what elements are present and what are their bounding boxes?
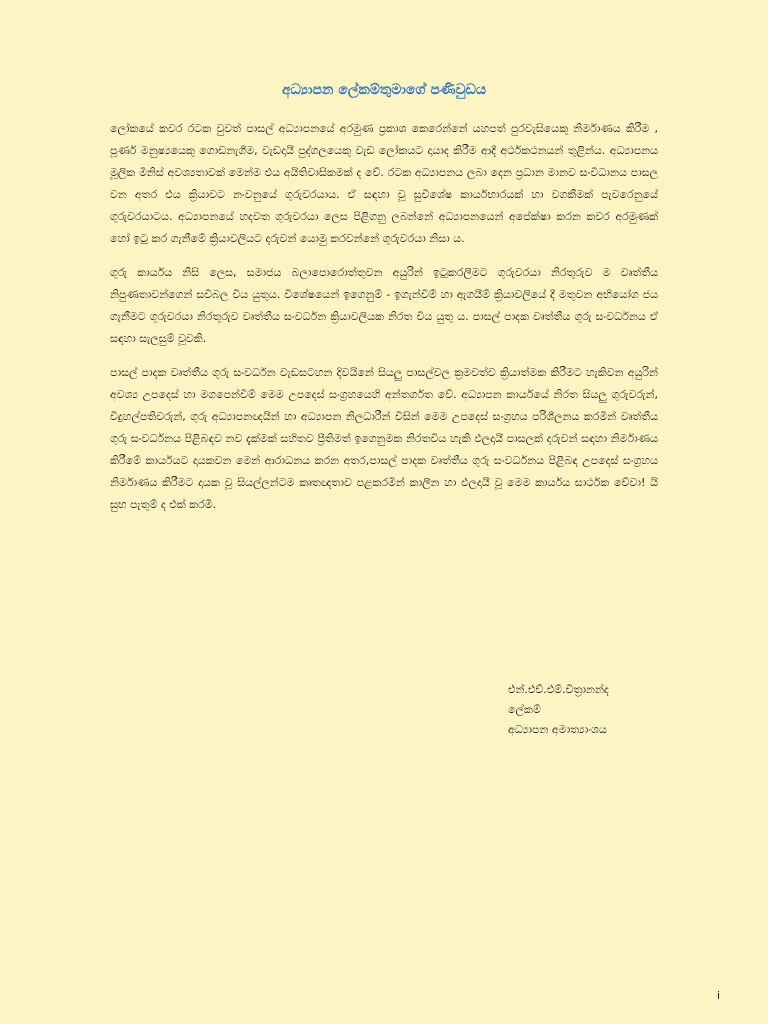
message-body — [110, 118, 658, 528]
paragraph-2: ගුරු කාර්යය නිසි ලෙස, සමාජය බලාපොරොත්තුවන අයුරින් ඉටුකරලීමට ගුරුවරයා නිරතුරුව ම වෘත්තීය නිපුණතාවන්ගෙන් සවිබල විය යුතුය. විශේෂයෙන් ඉගෙනුම් - ඉගැන්වීම් හා ඇගයීම් ක්‍රියාවලියේ දී මතුවන අභියෝග ජය ගැනීමට ගුරුවරයා නිරතුරුව වෘත්තීය සංවර්ධන ක්‍රියාවලියක නිරත විය යුතු ය. පාසල් පාදක වෘත්තීය ගුරු සංවර්ධනය ඒ සඳහා සැලසුම් වූවකි. — [110, 266, 658, 345]
signatory-position: ලේකම් — [508, 703, 541, 716]
paragraph-1: ලෝකයේ කවර රටක වුවත් පාසල් අධ්‍යාපනයේ අරමුණ ප්‍රකාශ කෙරෙන්නේ යහපත් පුරවැසියෙකු නිර්මාණය කිරීම , පූර්ණ මනුෂ්‍යයෙකු ගොඩනැගීම, වැඩදායී පුද්ගලයෙකු වැඩ ලෝකයට දායාද කිරීම ආදී අර්ථකථනයන් තුළින්ය. අධ්‍යාපනය මූලික මිනිස් අවශ්‍යතාවක් මෙන්ම එය අයිතිවාසිකමක් ද වේ. රටක අධ්‍යාපනය ලබා දෙන ප්‍රධාන මානව සංවිධානය පාසල වන අතර එය ක්‍රියාවට නංවනුයේ ගුරුවරයාය. ඒ සඳහා වූ සුවිශේෂ කාර්යභාරයක් හා වගකීමක් පැවරෙනුයේ ගුරුවරයාටය. අධ්‍යාපනයේ හදවත ගුරුවරයා ලෙස පිළිගනු ලබන්නේ අධ්‍යාපනයෙන් අපේක්ෂා කරන කවර අරමුණක් හෝ ඉටු කර ගැනීමේ ක්‍රියාවලියට දරුවන් යොමු කරවන්නේ ගුරුවරයා නිසා ය. — [110, 122, 658, 245]
signatory-name: එන්.එච්.එම්.චිත්‍රානන්ද — [508, 683, 609, 696]
page-title: අධ්‍යාපන ලේකම්තුමාගේ පණිවුඩය — [281, 82, 487, 98]
signature-block — [508, 680, 728, 740]
paragraph-3: පාසල් පාදක වෘත්තීය ගුරු සංවර්ධන වැඩසටහන දිවයිනේ සියලු පාසල්වල ක්‍රමවත්ව ක්‍රියාත්මක කිරීමට හැකිවන අයුරින් අවශ්‍ය උපදෙස් හා මගපෙන්වීම් මෙම උපදෙස් සංග්‍රහයෙහි අන්තර්ගත වේ. අධ්‍යාපන කාර්යයේ නිරත සියලු ගුරුවරුන්, විදුහල්පතිවරුන්, ගුරු අධ්‍යාපනඥයින් හා අධ්‍යාපන නිලධාරීන් විසින් මෙම උපදෙස් සංග්‍රහය පරිශීලනය කරමින් වෘත්තීය ගුරු සංවර්ධනය පිළිබඳව නව දැක්මක් සහිතව ප්‍රීතිමත් ඉගෙනුමක නිරතවිය හැකි ඵලදායී පාසලක් දරුවන් සඳහා නිර්මාණය කිරීමේ කාර්යයට දායකවන මෙන් ආරාධනය කරන අතර,පාසල් පාදක වෘත්තීය ගුරු සංවර්ධනය පිළිබඳ උපදෙස් සංග්‍රහය නිර්මාණය කිරීමට දායක වූ සියල්ලන්ටම කෘතඥතාව පළකරමින් කාලීන හා ඵලදායී වූ මෙම කාර්යය සාර්ථක වේවා! යි සුභ පැතුම් ද එක් කරමි. — [110, 366, 658, 511]
page-number: i — [716, 989, 720, 1002]
signatory-ministry: අධ්‍යාපන අමාත්‍යාංශය — [508, 723, 607, 736]
